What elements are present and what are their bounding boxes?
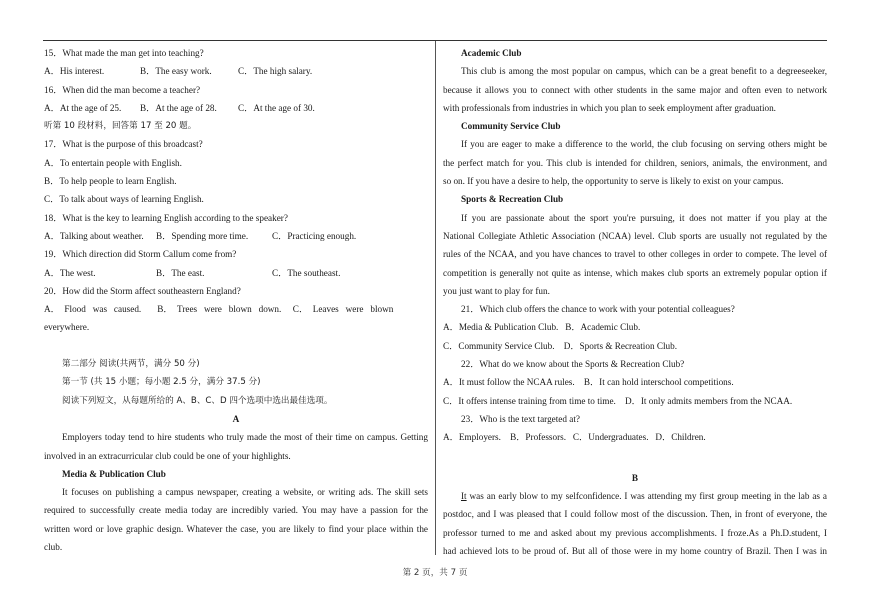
community-club-line: the perfect match for you. This club is intended for children, seniors, animals, the environment, and [443,157,827,168]
question-21-options-ab: A．Media & Publication Club. B．Academic Club. [443,322,641,333]
question-18-options [44,227,428,245]
sports-club-title: Sports & Recreation Club [461,194,564,205]
question-20-options-cont: everywhere. [44,322,90,333]
passage-intro-line: Employers today tend to hire students who truly made the most of their time on campus. Getting [62,432,428,443]
community-club-line: If you are eager to make a difference to the world, the club focusing on serving others might be [461,139,827,150]
media-club-line: It focuses on publishing a campus newspaper, creating a website, or writing ads. The skill sets [62,487,428,498]
question-17-option-c: C．To talk about ways of learning English. [44,194,204,205]
community-club-line: so on. If you have a desire to help, the opportunity to serve is likely to exist on your campus. [443,176,784,187]
option-b: B．The east. [156,267,205,278]
question-19-options [44,264,428,282]
option-b: B．The easy work. [140,66,212,77]
question-21: 21．Which club offers the chance to work with your potential colleagues? [461,304,735,315]
community-club-title: Community Service Club [461,121,561,132]
section-1-heading: 第一节 (共 15 小题；每小题 2.5 分，满分 37.5 分) [62,377,261,388]
question-17-option-b: B．To help people to learn English. [44,176,177,187]
question-22-options-cd: C．It offers intense training from time to time. D．It only admits members from the NCAA. [443,395,793,406]
question-20-options: A． Flood was caused. B． Trees were blown down. C． Leaves were blown [44,304,394,315]
part-2-heading: 第二部分 阅读(共两节，满分 50 分) [62,359,200,370]
underlined-word: It [461,491,467,502]
passage-b-line: professor turned to me and asked about my previous accomplishments. I froze.As a Ph.D.student, I [443,527,827,538]
spacer [44,337,428,355]
question-23: 23．Who is the text targeted at? [461,413,580,424]
academic-club-title: Academic Club [461,48,522,58]
sports-club-line: rules of the NCAA, and you have chances to travel to other colleges in order to compete. The level of [443,249,827,260]
option-b: B．At the age of 28. [140,102,217,113]
question-15: 15．What made the man get into teaching? [44,48,204,58]
material-10-heading: 听第 10 段材料，回答第 17 至 20 题。 [44,121,197,132]
option-a: A．At the age of 25. [44,102,122,113]
sports-club-line: If you are passionate about the sport you're pursuing, it does not matter if you play at the [461,212,827,223]
question-16: 16．When did the man become a teacher? [44,84,201,95]
academic-club-line: This club is among the most popular on campus, which can be a great benefit to a degreeseeker, [461,66,827,77]
passage-b-line: postdoc, and I was pleased that I could follow most of the discussion. Then, in front of everyone, the [443,509,827,520]
option-a: A．His interest. [44,66,105,77]
question-16-options [44,99,428,117]
column-divider [435,41,436,555]
media-club-line: written word or love graphic design. Whatever the case, you are likely to find your place within the [44,523,428,534]
right-column [443,44,827,560]
passage-a-label: A [232,413,240,424]
page-footer: 第 2 页，共 7 页 [402,568,468,578]
option-c: C．The southeast. [272,267,341,278]
passage-b-line: had achieved lots to be proud of. But all of those were in my home country of Brazil. Then I was in [443,546,827,557]
option-a: A．The west. [44,267,96,278]
sports-club-line: competition is generally not quite as intense, which makes club sports an extremely popular option if [443,267,827,278]
passage-b-label: B [631,472,639,483]
question-22-options-ab: A．It must follow the NCAA rules. B．It can hold interschool competitions. [443,377,734,388]
question-22: 22．What do we know about the Sports & Recreation Club? [461,359,685,370]
question-17-option-a: A．To entertain people with English. [44,157,182,168]
question-23-options: A．Employers. B．Professors. C．Undergraduates. D．Children. [443,432,706,443]
option-c: C．At the age of 30. [238,102,315,113]
question-15-options [44,62,428,80]
option-c: C．Practicing enough. [272,230,357,241]
spacer [443,447,827,465]
question-19: 19．Which direction did Storm Callum come from? [44,249,237,260]
sports-club-line: National Collegiate Athletic Association (NCAA) level. Club sports are usually not regulated by the [443,230,827,241]
question-20: 20．How did the Storm affect southeastern England? [44,285,241,296]
media-club-line: required to successfully create media today are incredibly varied. You may have a passion for the [44,505,428,516]
reading-instruction: 阅读下列短文，从每题所给的 A、B、C、D 四个选项中选出最佳选项。 [62,395,333,406]
option-c: C．The high salary. [238,66,313,77]
academic-club-line: because it allows you to connect with other students in the same major and often even to network [443,84,827,95]
option-a: A．Talking about weather. [44,230,144,241]
option-b: B．Spending more time. [156,230,249,241]
media-club-line: club. [44,542,63,553]
question-17: 17．What is the purpose of this broadcast? [44,139,203,150]
sports-club-line: you just want to play for fun. [443,285,550,296]
question-21-options-cd: C．Community Service Club. D．Sports & Recreation Club. [443,340,678,351]
left-column [44,44,428,556]
media-club-title: Media & Publication Club [62,468,166,479]
passage-b-line [443,487,827,505]
passage-intro-line: involved in an extracurricular club could be one of your highlights. [44,450,291,461]
passage-b-line-rest: was an early blow to my selfconfidence. I was attending my first group meeting in the lab as a [466,491,827,502]
academic-club-line: with professionals from industries in which you plan to seek employment after graduation. [443,102,776,113]
question-18: 18．What is the key to learning English according to the speaker? [44,212,288,223]
